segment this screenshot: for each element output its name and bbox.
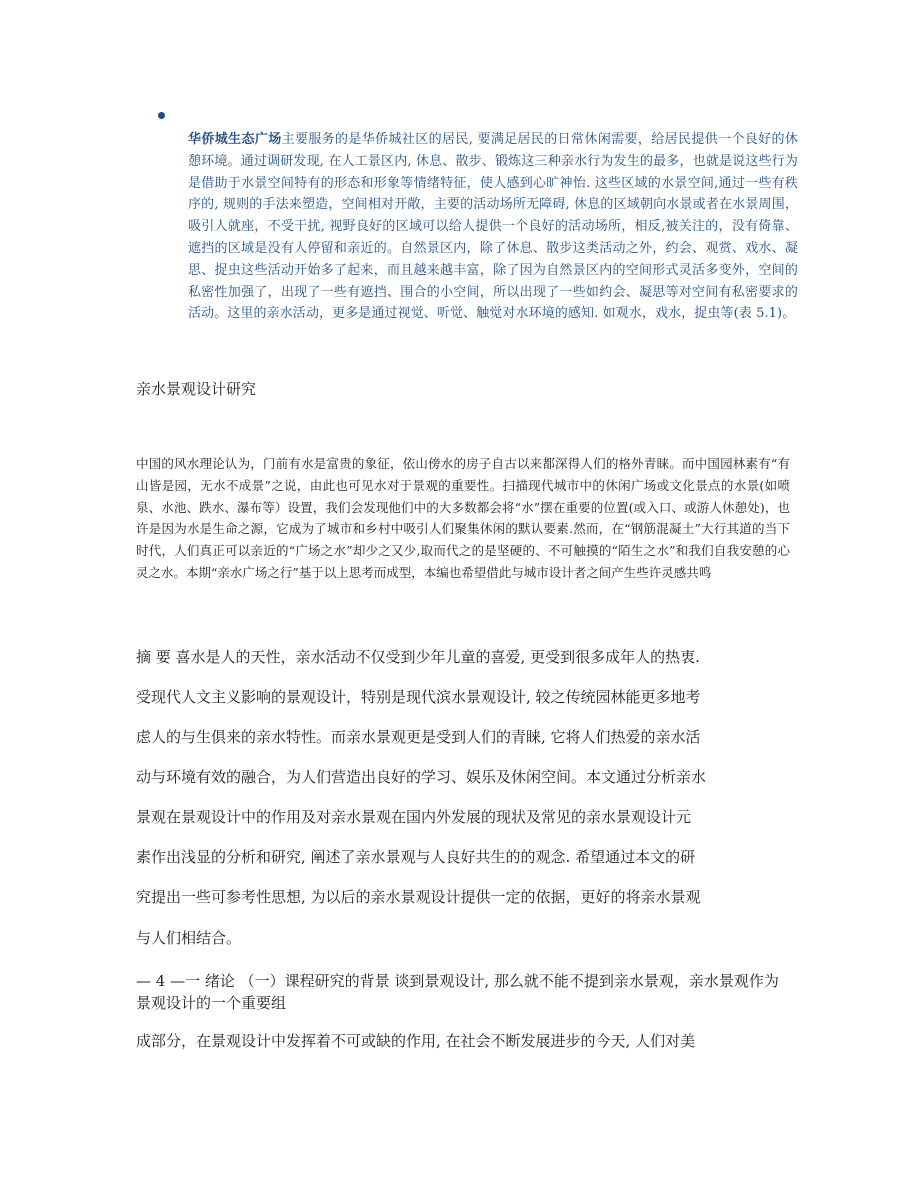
abstract-line: 受现代人文主义影响的景观设计，特别是现代滨水景观设计, 较之传统园林能更多地考 (136, 688, 701, 706)
intro-paragraph: 中国的风水理论认为，门前有水是富贵的象征，依山傍水的房子自古以来都深得人们的格外青睐。而中国园林素有“有山皆是园，无水不成景”之说，由此也可见水对于景观的重要性。扫描现代城市中的休闲广场或文化景点的水景(如喷泉、水池、跌水、瀑布等）设置，我们会发现他们中的大多数都会将“水”摆在重要的位置(或入口、或游人休憩处)，也许是因为水是生命之源，它成为了城市和乡村中吸引人们聚集休闲的默认要素.然而，在“钢筋混凝土”大行其道的当下时代，人们真正可以亲近的“广场之水”却少之又少,取而代之的是坚硬的、不可触摸的“陌生之水”和我们自我安憩的心灵之水。本期“亲水广场之行”基于以上思考而成型，本编也希望借此与城市设计者之间产生些许灵感共鸣 (136, 456, 790, 580)
abstract-line: 虑人的与生俱来的亲水特性。而亲水景观更是受到人们的青睐, 它将人们热爱的亲水活 (136, 728, 701, 746)
abstract-line: 景观在景观设计中的作用及对亲水景观在国内外发展的现状及常见的亲水景观设计元 (136, 808, 692, 826)
case-study-paragraph (188, 129, 798, 325)
body-text-line: 成部分，在景观设计中发挥着不可或缺的作用, 在社会不断发展进步的今天, 人们对美 (136, 1032, 696, 1050)
section-heading: 亲水景观设计研究 (136, 380, 257, 398)
abstract-line: 究提出一些可参考性思想, 为以后的亲水景观设计提供一定的依据，更好的将亲水景观 (136, 888, 701, 906)
abstract-line: 与人们相结合。 (136, 929, 242, 947)
abstract-line: 动与环境有效的融合，为人们营造出良好的学习、娱乐及休闲空间。本文通过分析亲水 (136, 768, 707, 786)
case-study-title: 华侨城生态广场 (188, 132, 282, 147)
bullet-point (158, 112, 165, 119)
abstract-line: 素作出浅显的分析和研究, 阐述了亲水景观与人良好共生的的观念. 希望通过本文的研 (136, 848, 696, 866)
abstract-line: 摘 要 喜水是人的天性，亲水活动不仅受到少年儿童的喜爱, 更受到很多成年人的热衷. (136, 648, 700, 666)
case-study-text: 主要服务的是华侨城社区的居民, 要满足居民的日常休闲需要，给居民提供一个良好的休憩环境。通过调研发现, 在人工景区内, 休息、散步、锻炼这三种亲水行为发生的最多，也就是说这些行为是借助于水景空间特有的形态和形象等情绪特征，使人感到心旷神怡. 这些区域的水景空间,通过一些有秩序的, 规则的手法来塑造，空间相对开敞，主要的活动场所无障碍, 休息的区域朝向水景或者在水景周围，吸引人就座，不受干扰, 视野良好的区域可以给人提供一个良好的活动场所，相反,被关注的，没有倚靠、遮挡的区域是没有人停留和亲近的。自然景区内，除了休息、散步这类活动之外，约会、观赏、戏水、凝思、捉虫这些活动开始多了起来，而且越来越丰富，除了因为自然景区内的空间形式灵活多变外，空间的私密性加强了，出现了一些有遮挡、围合的小空间，所以出现了一些如约会、凝思等对空间有私密要求的活动。这里的亲水活动，更多是通过视觉、听觉、触觉对水环境的感知. 如观水，戏水，捉虫等(表 5.1)。 (188, 132, 799, 322)
chapter-intro-line: — 4 —一 绪论 （一）课程研究的背景 谈到景观设计, 那么就不能不提到亲水景观，亲水景观作为景观设计的一个重要组 (136, 972, 779, 1012)
